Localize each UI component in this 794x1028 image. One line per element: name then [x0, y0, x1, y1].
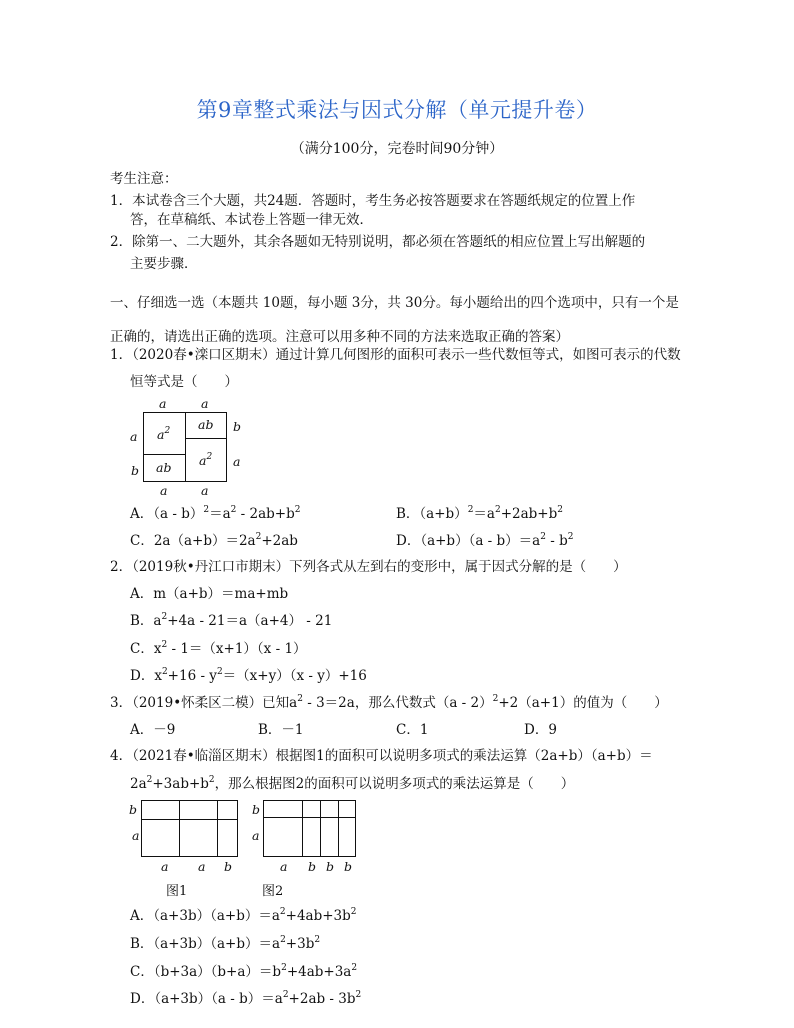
question-2-stem: 2．（2019秋•丹江口市期末）下列各式从左到右的变形中，属于因式分解的是（ ） [110, 559, 627, 575]
q4-fig1-v-line-1 [179, 800, 180, 857]
question-3-option-c[interactable]: C．1 [396, 722, 429, 738]
q4-fig2-outer-rect [263, 800, 356, 857]
q4-fig1-bottom-b: b [224, 859, 233, 874]
q4-figure-2-caption: 图2 [262, 884, 284, 899]
q4-figure-1-caption: 图1 [166, 884, 188, 899]
q4-fig2-bottom-a: a [280, 859, 288, 874]
q4-fig2-v-line-3 [338, 800, 339, 857]
notice-item-2-line-2: 主要步骤． [130, 256, 198, 272]
question-1-option-c[interactable]: C．$2a(a+b)=2a^2+2ab$ [130, 532, 298, 549]
fig1-ab-bottom-text: ab [156, 460, 172, 475]
section-1-line-1: 一、仔细选一选（本题共 10题，每小题 3分，共 30分。每小题给出的四个选项中，只有一个是 [110, 295, 679, 311]
question-1-line-2: 恒等式是（ ） [130, 374, 238, 390]
question-3-option-a[interactable]: A．－9 [130, 722, 176, 738]
fig1-ab-top-text: ab [198, 417, 214, 432]
fig1-bottom-label-a2: a [201, 483, 209, 498]
question-4-option-d[interactable]: D．$(a+3b)(a - b)=a^2+2ab - 3b^2$ [130, 990, 362, 1007]
q4-fig1-v-line-2 [217, 800, 218, 857]
q4-fig2-h-line [263, 817, 356, 818]
question-4-option-b[interactable]: B．$(a+3b)(a+b)=a^2+3b^2$ [130, 935, 321, 952]
question-1-option-b[interactable]: B．$(a+b)^2=a^2+2ab+b^2$ [396, 505, 563, 522]
q4-fig1-label-b: b [129, 802, 138, 817]
question-4-figure-2 [248, 800, 368, 900]
question-1-option-d[interactable]: D．$(a+b)(a - b)=a^2 - b^2$ [396, 532, 574, 549]
question-4-line-1: 4．（2021春•临淄区期末）根据图1的面积可以说明多项式的乘法运算（2a+b）（a+b）＝ [110, 748, 653, 764]
q4-fig2-bottom-b3: b [344, 859, 353, 874]
q4-fig1-label-a: a [132, 828, 140, 843]
question-4-figure-1 [126, 800, 246, 900]
fig1-right-label-a: a [233, 454, 241, 469]
question-1-option-a[interactable]: A．$(a - b)^2=a^2 - 2ab+b^2$ [130, 505, 301, 522]
q4-fig2-bottom-b2: b [326, 859, 335, 874]
fig1-a2-right-text: $a^2$ [199, 452, 213, 468]
notice-item-1-line-1: 1．本试卷含三个大题，共24题．答题时，考生务必按答题要求在答题纸规定的位置上作 [110, 193, 636, 209]
q4-fig1-outer-rect [141, 800, 238, 857]
question-2-option-b[interactable]: B．$a^2+4a - 21=a(a+4) - 21$ [130, 612, 333, 629]
fig1-a2-text: $a^2$ [157, 426, 171, 442]
q4-fig2-v-line-1 [302, 800, 303, 857]
q4-fig2-label-b: b [252, 802, 261, 817]
section-1-line-2: 正确的，请选出正确的选项。注意可以用多种不同的方法来选取正确的答案） [110, 329, 569, 345]
fig1-bottom-label-a1: a [160, 483, 168, 498]
fig1-top-label-a1: a [159, 396, 167, 411]
notice-item-1-line-2: 答，在草稿纸、本试卷上答题一律无效． [130, 212, 373, 228]
fig1-right-label-b: b [233, 419, 242, 434]
question-4-line-2: $2a^2+3ab+b^2$，那么根据图2的面积可以说明多项式的乘法运算是（ ） [130, 775, 575, 792]
question-4-option-a[interactable]: A．$(a+3b)(a+b)=a^2+4ab+3b^2$ [130, 907, 357, 924]
question-4-option-c[interactable]: C．$(b+3a)(b+a)=b^2+4ab+3a^2$ [130, 963, 358, 980]
question-1-line-1: 1．（2020春•滦口区期末）通过计算几何图形的面积可表示一些代数恒等式，如图可表示的代数 [110, 347, 681, 363]
question-2-option-c[interactable]: C．$x^2 - 1=(x+1)(x - 1)$ [130, 640, 307, 657]
question-2-option-d[interactable]: D．$x^2+16 - y^2=(x+y)(x - y)+16$ [130, 667, 367, 684]
question-3-option-b[interactable]: B．－1 [258, 722, 304, 738]
q4-fig2-bottom-b1: b [308, 859, 317, 874]
q4-fig1-bottom-a1: a [161, 859, 169, 874]
fig1-left-label-a: a [130, 429, 138, 444]
question-2-option-a[interactable]: A．m（a+b）＝ma+mb [130, 586, 289, 602]
q4-fig2-label-a: a [252, 828, 260, 843]
fig1-top-label-a2: a [201, 396, 209, 411]
notice-heading: 考生注意： [110, 171, 178, 187]
document-subtitle: （满分100分，完卷时间90分钟） [290, 141, 504, 157]
q4-fig2-v-line-2 [320, 800, 321, 857]
question-3-stem: 3．（2019•怀柔区二模）已知$a^2 - 3=2a$，那么代数式（a - 2）$^2$+2（a+1）的值为（ ） [110, 694, 668, 711]
question-3-option-d[interactable]: D．9 [524, 722, 557, 738]
document-title: 第9章整式乘法与因式分解（单元提升卷） [196, 98, 598, 122]
q4-fig1-h-line [141, 819, 238, 820]
question-1-figure [126, 396, 256, 496]
fig1-left-label-b: b [131, 463, 140, 478]
notice-item-2-line-1: 2．除第一、二大题外，其余各题如无特别说明，都必须在答题纸的相应位置上写出解题的 [110, 234, 646, 250]
q4-fig1-bottom-a2: a [198, 859, 206, 874]
